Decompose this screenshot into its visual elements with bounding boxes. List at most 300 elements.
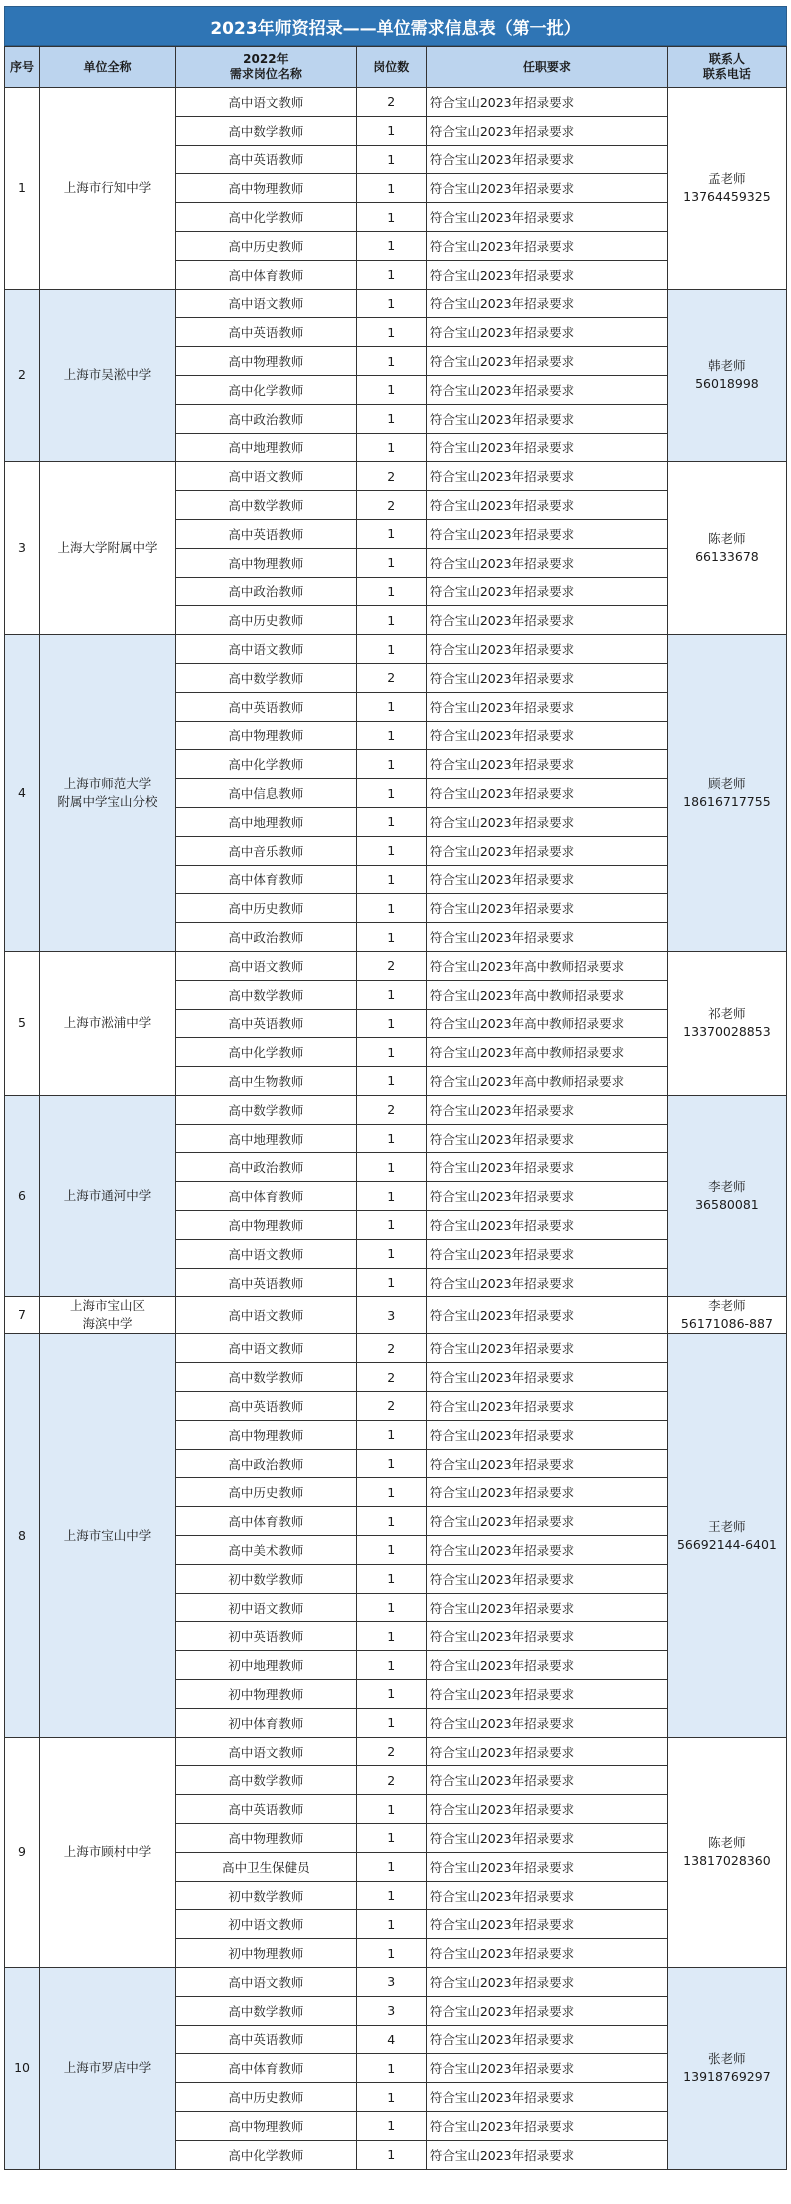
position-count: 1 — [356, 289, 426, 318]
position-requirement: 符合宝山2023年招录要求 — [426, 1852, 667, 1881]
position-count: 1 — [356, 2054, 426, 2083]
table-row — [5, 1968, 787, 1997]
position-name: 高中英语教师 — [175, 519, 356, 548]
position-requirement: 符合宝山2023年招录要求 — [426, 462, 667, 491]
unit-contact — [667, 1737, 786, 1967]
position-requirement: 符合宝山2023年招录要求 — [426, 2083, 667, 2112]
position-name: 高中英语教师 — [175, 1268, 356, 1297]
position-requirement: 符合宝山2023年招录要求 — [426, 1478, 667, 1507]
position-count: 1 — [356, 2140, 426, 2169]
header-position-line1: 2022年 — [243, 52, 289, 66]
position-count: 1 — [356, 260, 426, 289]
position-name: 高中政治教师 — [175, 404, 356, 433]
position-count: 3 — [356, 1968, 426, 1997]
position-name: 高中地理教师 — [175, 807, 356, 836]
position-count: 1 — [356, 1852, 426, 1881]
contact-name: 李老师 — [708, 1179, 746, 1195]
position-count: 1 — [356, 635, 426, 664]
position-requirement: 符合宝山2023年招录要求 — [426, 923, 667, 952]
position-name: 高中化学教师 — [175, 1038, 356, 1067]
unit-name — [40, 635, 176, 952]
position-count: 1 — [356, 923, 426, 952]
position-requirement: 符合宝山2023年招录要求 — [426, 2111, 667, 2140]
position-name: 高中政治教师 — [175, 577, 356, 606]
position-name: 高中语文教师 — [175, 289, 356, 318]
position-count: 1 — [356, 174, 426, 203]
position-name: 高中英语教师 — [175, 2025, 356, 2054]
position-count: 1 — [356, 807, 426, 836]
position-count: 1 — [356, 1507, 426, 1536]
position-requirement: 符合宝山2023年招录要求 — [426, 1795, 667, 1824]
unit-seq: 1 — [5, 88, 40, 290]
contact-phone: 36580081 — [695, 1197, 759, 1213]
position-count: 1 — [356, 1939, 426, 1968]
position-count: 1 — [356, 347, 426, 376]
unit-contact — [667, 1334, 786, 1737]
position-count: 1 — [356, 865, 426, 894]
position-name: 高中体育教师 — [175, 1507, 356, 1536]
position-name: 高中数学教师 — [175, 1996, 356, 2025]
position-requirement: 符合宝山2023年招录要求 — [426, 289, 667, 318]
contact-name: 陈老师 — [708, 531, 746, 547]
position-name: 高中化学教师 — [175, 750, 356, 779]
position-count: 1 — [356, 1593, 426, 1622]
contact-name: 顾老师 — [708, 776, 746, 792]
position-requirement: 符合宝山2023年招录要求 — [426, 1507, 667, 1536]
position-requirement: 符合宝山2023年高中教师招录要求 — [426, 1009, 667, 1038]
table-row — [5, 462, 787, 491]
position-count: 1 — [356, 404, 426, 433]
position-count: 1 — [356, 779, 426, 808]
position-requirement: 符合宝山2023年高中教师招录要求 — [426, 1038, 667, 1067]
unit-contact — [667, 951, 786, 1095]
position-count: 1 — [356, 1564, 426, 1593]
table-row — [5, 1095, 787, 1124]
position-name: 高中数学教师 — [175, 491, 356, 520]
header-unit: 单位全称 — [40, 47, 176, 88]
position-count: 1 — [356, 1708, 426, 1737]
position-requirement: 符合宝山2023年招录要求 — [426, 807, 667, 836]
position-name: 高中政治教师 — [175, 1153, 356, 1182]
position-name: 高中历史教师 — [175, 2083, 356, 2112]
unit-name-line: 上海市宝山中学 — [63, 1527, 152, 1543]
unit-name — [40, 1968, 176, 2170]
unit-name-line: 附属中学宝山分校 — [57, 794, 158, 810]
position-name: 高中化学教师 — [175, 375, 356, 404]
position-name: 高中数学教师 — [175, 1363, 356, 1392]
table-row — [5, 951, 787, 980]
position-requirement: 符合宝山2023年招录要求 — [426, 1622, 667, 1651]
position-count: 2 — [356, 1095, 426, 1124]
position-requirement: 符合宝山2023年招录要求 — [426, 347, 667, 376]
position-name: 高中化学教师 — [175, 2140, 356, 2169]
position-count: 1 — [356, 721, 426, 750]
position-name: 高中政治教师 — [175, 923, 356, 952]
position-name: 高中物理教师 — [175, 1420, 356, 1449]
unit-name — [40, 951, 176, 1095]
position-requirement: 符合宝山2023年招录要求 — [426, 2140, 667, 2169]
unit-name-line: 上海市罗店中学 — [63, 2060, 152, 2076]
unit-contact — [667, 462, 786, 635]
position-count: 3 — [356, 1996, 426, 2025]
position-requirement: 符合宝山2023年招录要求 — [426, 519, 667, 548]
position-count: 1 — [356, 2111, 426, 2140]
contact-name: 陈老师 — [708, 1835, 746, 1851]
header-contact — [667, 47, 786, 88]
unit-contact — [667, 1297, 786, 1334]
unit-seq: 9 — [5, 1737, 40, 1967]
position-count: 1 — [356, 1449, 426, 1478]
table-row — [5, 1737, 787, 1766]
table-row — [5, 635, 787, 664]
position-name: 初中语文教师 — [175, 1593, 356, 1622]
position-requirement: 符合宝山2023年招录要求 — [426, 1420, 667, 1449]
position-name: 高中美术教师 — [175, 1536, 356, 1565]
table-row — [5, 289, 787, 318]
position-name: 高中地理教师 — [175, 1124, 356, 1153]
position-count: 1 — [356, 231, 426, 260]
position-count: 2 — [356, 88, 426, 117]
unit-name-line: 上海市吴淞中学 — [63, 367, 152, 383]
unit-name-line: 上海市顾村中学 — [63, 1844, 152, 1860]
position-requirement: 符合宝山2023年招录要求 — [426, 1939, 667, 1968]
position-count: 1 — [356, 116, 426, 145]
position-requirement: 符合宝山2023年招录要求 — [426, 1297, 667, 1334]
position-name: 高中数学教师 — [175, 116, 356, 145]
unit-name-line: 海滨中学 — [82, 1316, 133, 1332]
position-requirement: 符合宝山2023年招录要求 — [426, 1449, 667, 1478]
position-requirement: 符合宝山2023年高中教师招录要求 — [426, 1067, 667, 1096]
position-requirement: 符合宝山2023年招录要求 — [426, 1593, 667, 1622]
position-name: 高中物理教师 — [175, 548, 356, 577]
unit-name — [40, 289, 176, 462]
position-count: 2 — [356, 462, 426, 491]
position-requirement: 符合宝山2023年招录要求 — [426, 404, 667, 433]
position-requirement: 符合宝山2023年招录要求 — [426, 1392, 667, 1421]
position-requirement: 符合宝山2023年招录要求 — [426, 174, 667, 203]
header-requirement: 任职要求 — [426, 47, 667, 88]
position-name: 高中数学教师 — [175, 663, 356, 692]
position-requirement: 符合宝山2023年高中教师招录要求 — [426, 980, 667, 1009]
position-name: 初中地理教师 — [175, 1651, 356, 1680]
position-requirement: 符合宝山2023年招录要求 — [426, 1153, 667, 1182]
position-count: 1 — [356, 1881, 426, 1910]
position-count: 1 — [356, 1067, 426, 1096]
position-name: 高中卫生保健员 — [175, 1852, 356, 1881]
position-requirement: 符合宝山2023年招录要求 — [426, 1536, 667, 1565]
header-count: 岗位数 — [356, 47, 426, 88]
position-name: 高中语文教师 — [175, 951, 356, 980]
unit-name — [40, 1737, 176, 1967]
position-name: 高中历史教师 — [175, 894, 356, 923]
contact-phone: 66133678 — [695, 549, 759, 565]
position-count: 1 — [356, 1651, 426, 1680]
contact-name: 孟老师 — [708, 171, 746, 187]
unit-name-line: 上海市行知中学 — [63, 180, 152, 196]
unit-seq: 2 — [5, 289, 40, 462]
position-count: 1 — [356, 1910, 426, 1939]
position-count: 1 — [356, 1478, 426, 1507]
position-count: 1 — [356, 836, 426, 865]
position-name: 高中英语教师 — [175, 318, 356, 347]
unit-seq: 10 — [5, 1968, 40, 2170]
position-name: 高中体育教师 — [175, 2054, 356, 2083]
table-row — [5, 1297, 787, 1334]
position-requirement: 符合宝山2023年招录要求 — [426, 635, 667, 664]
position-name: 高中体育教师 — [175, 1182, 356, 1211]
contact-name: 祁老师 — [708, 1006, 746, 1022]
position-count: 2 — [356, 491, 426, 520]
position-requirement: 符合宝山2023年招录要求 — [426, 1268, 667, 1297]
position-name: 高中语文教师 — [175, 88, 356, 117]
position-count: 1 — [356, 1824, 426, 1853]
position-requirement: 符合宝山2023年招录要求 — [426, 750, 667, 779]
position-requirement: 符合宝山2023年招录要求 — [426, 1211, 667, 1240]
header-contact-line1: 联系人 — [708, 52, 745, 66]
position-name: 高中物理教师 — [175, 1211, 356, 1240]
position-count: 2 — [356, 1334, 426, 1363]
position-name: 高中信息教师 — [175, 779, 356, 808]
position-name: 高中物理教师 — [175, 347, 356, 376]
unit-contact — [667, 1095, 786, 1297]
position-count: 1 — [356, 145, 426, 174]
unit-seq: 8 — [5, 1334, 40, 1737]
position-requirement: 符合宝山2023年招录要求 — [426, 1910, 667, 1939]
position-count: 2 — [356, 1392, 426, 1421]
position-name: 高中语文教师 — [175, 1239, 356, 1268]
unit-seq: 5 — [5, 951, 40, 1095]
position-name: 高中英语教师 — [175, 1009, 356, 1038]
position-count: 1 — [356, 519, 426, 548]
header-position — [175, 47, 356, 88]
position-requirement: 符合宝山2023年招录要求 — [426, 203, 667, 232]
position-count: 1 — [356, 318, 426, 347]
position-name: 高中历史教师 — [175, 1478, 356, 1507]
position-count: 2 — [356, 1766, 426, 1795]
position-count: 2 — [356, 1737, 426, 1766]
position-requirement: 符合宝山2023年招录要求 — [426, 145, 667, 174]
position-count: 1 — [356, 375, 426, 404]
position-requirement: 符合宝山2023年招录要求 — [426, 318, 667, 347]
contact-name: 韩老师 — [708, 358, 746, 374]
position-name: 初中英语教师 — [175, 1622, 356, 1651]
position-name: 高中历史教师 — [175, 606, 356, 635]
unit-name-line: 上海市师范大学 — [63, 776, 152, 792]
position-name: 高中化学教师 — [175, 203, 356, 232]
position-count: 1 — [356, 750, 426, 779]
unit-name-line: 上海市宝山区 — [69, 1298, 145, 1314]
header-seq: 序号 — [5, 47, 40, 88]
position-name: 高中数学教师 — [175, 1766, 356, 1795]
unit-seq: 6 — [5, 1095, 40, 1297]
header-row — [5, 47, 787, 88]
position-name: 初中语文教师 — [175, 1910, 356, 1939]
position-name: 高中音乐教师 — [175, 836, 356, 865]
position-count: 1 — [356, 606, 426, 635]
position-requirement: 符合宝山2023年招录要求 — [426, 1095, 667, 1124]
position-count: 1 — [356, 1795, 426, 1824]
contact-name: 张老师 — [708, 2051, 746, 2067]
contact-phone: 18616717755 — [683, 794, 771, 810]
unit-name — [40, 1297, 176, 1334]
position-count: 1 — [356, 548, 426, 577]
position-requirement: 符合宝山2023年招录要求 — [426, 1182, 667, 1211]
position-requirement: 符合宝山2023年招录要求 — [426, 663, 667, 692]
position-name: 初中数学教师 — [175, 1881, 356, 1910]
position-requirement: 符合宝山2023年高中教师招录要求 — [426, 951, 667, 980]
position-name: 高中语文教师 — [175, 635, 356, 664]
unit-seq: 3 — [5, 462, 40, 635]
position-count: 1 — [356, 203, 426, 232]
position-requirement: 符合宝山2023年招录要求 — [426, 1824, 667, 1853]
position-count: 1 — [356, 1268, 426, 1297]
contact-phone: 56692144-6401 — [676, 1536, 777, 1552]
position-name: 高中数学教师 — [175, 1095, 356, 1124]
unit-contact — [667, 1968, 786, 2170]
position-name: 高中历史教师 — [175, 231, 356, 260]
position-name: 高中英语教师 — [175, 145, 356, 174]
position-requirement: 符合宝山2023年招录要求 — [426, 865, 667, 894]
position-name: 高中生物教师 — [175, 1067, 356, 1096]
unit-name-line: 上海大学附属中学 — [57, 540, 158, 556]
position-requirement: 符合宝山2023年招录要求 — [426, 1737, 667, 1766]
position-requirement: 符合宝山2023年招录要求 — [426, 692, 667, 721]
position-name: 高中英语教师 — [175, 1795, 356, 1824]
unit-name-line: 上海市通河中学 — [63, 1188, 152, 1204]
contact-name: 王老师 — [708, 1518, 746, 1534]
unit-name — [40, 1334, 176, 1737]
position-requirement: 符合宝山2023年招录要求 — [426, 548, 667, 577]
unit-name — [40, 1095, 176, 1297]
position-requirement: 符合宝山2023年招录要求 — [426, 1766, 667, 1795]
unit-seq: 7 — [5, 1297, 40, 1334]
contact-phone: 56171086-887 — [680, 1316, 773, 1332]
position-requirement: 符合宝山2023年招录要求 — [426, 1334, 667, 1363]
position-requirement: 符合宝山2023年招录要求 — [426, 606, 667, 635]
recruitment-table — [4, 46, 787, 2170]
position-name: 高中地理教师 — [175, 433, 356, 462]
contact-phone: 13918769297 — [683, 2069, 771, 2085]
position-count: 1 — [356, 1211, 426, 1240]
sheet-title: 2023年师资招录——单位需求信息表（第一批） — [4, 6, 787, 46]
position-count: 1 — [356, 1239, 426, 1268]
position-name: 初中数学教师 — [175, 1564, 356, 1593]
position-count: 1 — [356, 692, 426, 721]
position-count: 1 — [356, 1182, 426, 1211]
position-count: 1 — [356, 1153, 426, 1182]
position-requirement: 符合宝山2023年招录要求 — [426, 1239, 667, 1268]
position-count: 1 — [356, 1420, 426, 1449]
position-count: 2 — [356, 1363, 426, 1392]
unit-name — [40, 88, 176, 290]
position-count: 1 — [356, 2083, 426, 2112]
position-count: 4 — [356, 2025, 426, 2054]
position-count: 1 — [356, 1622, 426, 1651]
position-requirement: 符合宝山2023年招录要求 — [426, 1564, 667, 1593]
position-requirement: 符合宝山2023年招录要求 — [426, 116, 667, 145]
position-name: 初中物理教师 — [175, 1680, 356, 1709]
position-requirement: 符合宝山2023年招录要求 — [426, 779, 667, 808]
position-name: 高中语文教师 — [175, 1968, 356, 1997]
position-name: 高中英语教师 — [175, 692, 356, 721]
position-requirement: 符合宝山2023年招录要求 — [426, 260, 667, 289]
position-requirement: 符合宝山2023年招录要求 — [426, 1996, 667, 2025]
unit-name-line: 上海市淞浦中学 — [63, 1015, 152, 1031]
position-name: 初中物理教师 — [175, 1939, 356, 1968]
unit-name — [40, 462, 176, 635]
position-requirement: 符合宝山2023年招录要求 — [426, 491, 667, 520]
unit-seq: 4 — [5, 635, 40, 952]
position-name: 高中体育教师 — [175, 260, 356, 289]
position-name: 高中语文教师 — [175, 1334, 356, 1363]
position-name: 高中英语教师 — [175, 1392, 356, 1421]
position-name: 高中物理教师 — [175, 1824, 356, 1853]
position-name: 高中语文教师 — [175, 1297, 356, 1334]
position-requirement: 符合宝山2023年招录要求 — [426, 375, 667, 404]
contact-phone: 13764459325 — [683, 189, 771, 205]
position-requirement: 符合宝山2023年招录要求 — [426, 577, 667, 606]
position-requirement: 符合宝山2023年招录要求 — [426, 88, 667, 117]
position-requirement: 符合宝山2023年招录要求 — [426, 836, 667, 865]
position-requirement: 符合宝山2023年招录要求 — [426, 2025, 667, 2054]
position-requirement: 符合宝山2023年招录要求 — [426, 2054, 667, 2083]
position-name: 初中体育教师 — [175, 1708, 356, 1737]
position-requirement: 符合宝山2023年招录要求 — [426, 1363, 667, 1392]
header-position-line2: 需求岗位名称 — [229, 67, 302, 81]
position-name: 高中语文教师 — [175, 1737, 356, 1766]
unit-contact — [667, 635, 786, 952]
contact-phone: 13817028360 — [683, 1853, 771, 1869]
position-count: 1 — [356, 980, 426, 1009]
position-count: 1 — [356, 1680, 426, 1709]
position-name: 高中物理教师 — [175, 2111, 356, 2140]
position-requirement: 符合宝山2023年招录要求 — [426, 1680, 667, 1709]
contact-phone: 56018998 — [695, 376, 759, 392]
table-row — [5, 1334, 787, 1363]
header-contact-line2: 联系电话 — [702, 67, 751, 81]
position-requirement: 符合宝山2023年招录要求 — [426, 721, 667, 750]
position-requirement: 符合宝山2023年招录要求 — [426, 1968, 667, 1997]
position-requirement: 符合宝山2023年招录要求 — [426, 433, 667, 462]
position-name: 高中物理教师 — [175, 721, 356, 750]
position-name: 高中数学教师 — [175, 980, 356, 1009]
contact-phone: 13370028853 — [683, 1024, 771, 1040]
position-count: 2 — [356, 663, 426, 692]
position-requirement: 符合宝山2023年招录要求 — [426, 1651, 667, 1680]
position-name: 高中物理教师 — [175, 174, 356, 203]
position-count: 1 — [356, 894, 426, 923]
position-count: 1 — [356, 1124, 426, 1153]
position-name: 高中体育教师 — [175, 865, 356, 894]
position-requirement: 符合宝山2023年招录要求 — [426, 1881, 667, 1910]
position-name: 高中政治教师 — [175, 1449, 356, 1478]
position-count: 1 — [356, 433, 426, 462]
position-count: 2 — [356, 951, 426, 980]
position-count: 3 — [356, 1297, 426, 1334]
position-requirement: 符合宝山2023年招录要求 — [426, 894, 667, 923]
position-count: 1 — [356, 577, 426, 606]
position-requirement: 符合宝山2023年招录要求 — [426, 231, 667, 260]
table-row — [5, 88, 787, 117]
contact-name: 李老师 — [708, 1298, 746, 1314]
position-count: 1 — [356, 1038, 426, 1067]
position-count: 1 — [356, 1009, 426, 1038]
position-requirement: 符合宝山2023年招录要求 — [426, 1708, 667, 1737]
position-name: 高中语文教师 — [175, 462, 356, 491]
table-body — [5, 88, 787, 2170]
position-requirement: 符合宝山2023年招录要求 — [426, 1124, 667, 1153]
position-count: 1 — [356, 1536, 426, 1565]
